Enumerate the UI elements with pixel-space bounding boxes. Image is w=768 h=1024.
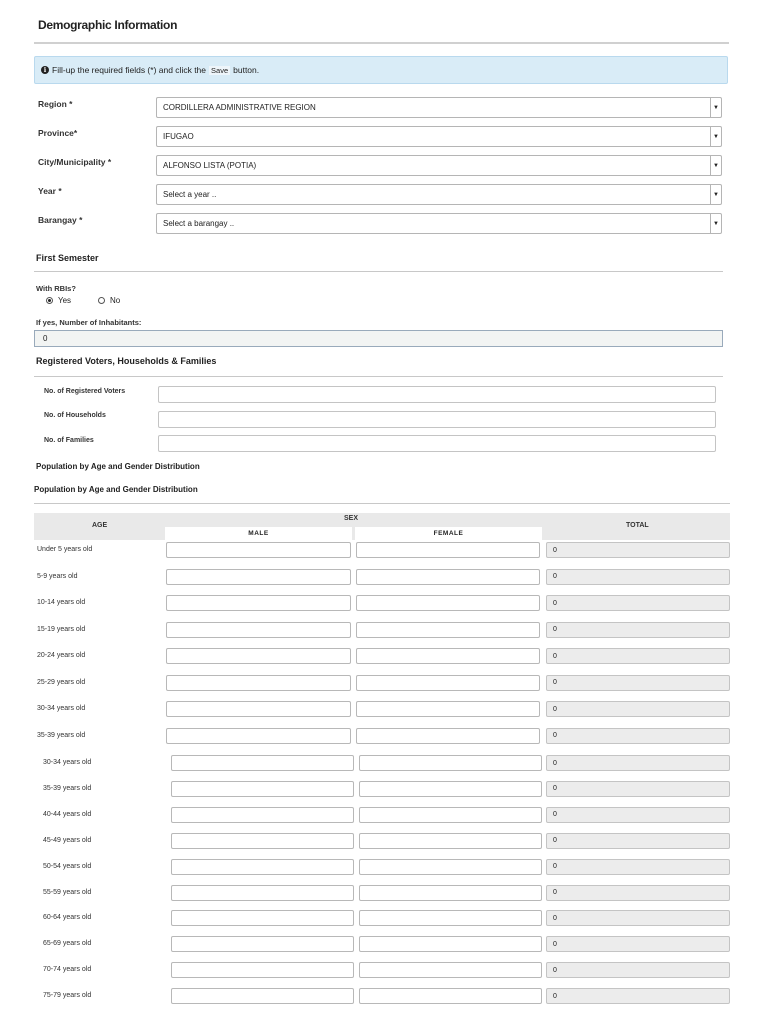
table-row [0,988,768,1004]
total-value: 0 [546,859,730,875]
male-input[interactable] [166,542,351,558]
barangay-select[interactable] [156,213,722,234]
male-input[interactable] [171,988,354,1004]
female-input[interactable] [359,807,542,823]
chevron-down-icon: ▼ [710,185,721,204]
age-label: 5-9 years old [37,572,78,580]
female-input[interactable] [359,936,542,952]
chevron-down-icon: ▼ [710,98,721,117]
male-input[interactable] [171,859,354,875]
age-label: 65-69 years old [43,940,92,948]
age-label: 40-44 years old [43,810,92,818]
city-label: City/Municipality * [38,157,112,167]
female-input[interactable] [356,728,540,744]
households-label: No. of Households [44,412,106,419]
female-input[interactable] [359,962,542,978]
rbis-yes-label: Yes [58,296,72,305]
alert-save-label: Save [211,65,229,75]
age-label: 35-39 years old [43,784,92,792]
year-select[interactable] [156,184,722,205]
rbis-question: With RBIs? [36,284,76,293]
female-input[interactable] [359,910,542,926]
table-row [0,542,768,558]
total-value: 0 [546,648,730,664]
table-row [0,833,768,849]
voters-divider [34,376,723,377]
total-value: 0 [546,936,730,952]
age-label: 30-34 years old [37,705,86,712]
male-input[interactable] [171,962,354,978]
age-label: 20-24 years old [37,652,86,659]
page-title: Demographic Information [38,18,178,32]
table-row [0,675,768,691]
registered-voters-label: No. of Registered Voters [44,388,126,395]
total-value: 0 [546,701,730,717]
female-input[interactable] [359,885,542,901]
table-row [0,910,768,926]
year-label: Year * [38,186,62,196]
families-label: No. of Families [44,437,94,444]
table-row [0,595,768,611]
table-row [0,755,768,771]
age-label: 10-14 years old [37,599,86,606]
col-total: TOTAL [626,522,649,529]
female-input[interactable] [356,569,540,585]
male-input[interactable] [171,781,354,797]
age-label: 55-59 years old [43,888,92,896]
age-label: 60-64 years old [43,914,92,922]
table-row [0,728,768,744]
region-select[interactable] [156,97,722,118]
total-value: 0 [546,755,730,771]
table-row [0,885,768,901]
total-value: 0 [546,595,730,611]
total-value: 0 [546,622,730,638]
city-select[interactable] [156,155,722,176]
table-row [0,648,768,664]
total-value: 0 [546,728,730,744]
female-input[interactable] [359,988,542,1004]
col-age: AGE [92,522,108,529]
rbis-yes-radio[interactable] [46,296,71,305]
city-value: ALFONSO LISTA (POTIA) [163,161,257,170]
female-input[interactable] [356,595,540,611]
male-input[interactable] [171,910,354,926]
title-divider [34,42,729,44]
total-value: 0 [546,833,730,849]
male-input[interactable] [171,936,354,952]
region-value: CORDILLERA ADMINISTRATIVE REGION [163,103,316,112]
female-input[interactable] [359,781,542,797]
chevron-down-icon: ▼ [710,214,721,233]
barangay-value: Select a barangay .. [163,219,235,228]
male-input[interactable] [171,755,354,771]
inhabitants-label: If yes, Number of Inhabitants: [36,318,142,327]
total-value: 0 [546,569,730,585]
female-input[interactable] [356,701,540,717]
male-input[interactable] [166,569,351,585]
age-label: 50-54 years old [43,862,92,870]
male-input[interactable] [166,648,351,664]
total-value: 0 [546,542,730,558]
male-input[interactable] [171,807,354,823]
registered-voters-input[interactable] [158,386,716,403]
semester-divider [34,271,723,272]
male-input[interactable] [171,885,354,901]
age-label: 35-39 years old [37,731,86,739]
table-row [0,807,768,823]
col-male: MALE [165,527,352,540]
male-input[interactable] [166,622,351,638]
total-value: 0 [546,885,730,901]
col-sex: SEX [344,515,359,522]
info-alert [34,56,728,84]
female-input[interactable] [356,542,540,558]
table-row [0,781,768,797]
alert-text-before: Fill-up the required fields (*) and click the [52,65,207,75]
alert-text-after: button. [233,65,260,75]
voters-title: Registered Voters, Households & Families [36,356,217,366]
table-row [0,701,768,717]
inhabitants-value: 0 [43,334,48,343]
age-label: 15-19 years old [37,625,86,633]
table-row [0,936,768,952]
total-value: 0 [546,962,730,978]
total-value: 0 [546,988,730,1004]
age-label: 70-74 years old [43,966,92,974]
total-value: 0 [546,910,730,926]
barangay-label: Barangay * [38,215,83,225]
age-label: Under 5 years old [37,546,93,553]
chevron-down-icon: ▼ [710,127,721,146]
province-value: IFUGAO [163,132,194,141]
male-input[interactable] [166,728,351,744]
age-label: 75-79 years old [43,992,92,1000]
chevron-down-icon: ▼ [710,156,721,175]
info-icon: i [41,66,49,74]
population-divider [34,503,730,504]
table-row [0,569,768,585]
male-input[interactable] [166,595,351,611]
total-value: 0 [546,807,730,823]
col-female: FEMALE [355,527,542,540]
age-label: 30-34 years old [43,759,92,766]
male-input[interactable] [166,701,351,717]
total-value: 0 [546,781,730,797]
population-title-1: Population by Age and Gender Distribution [36,462,200,471]
table-row [0,859,768,875]
table-row [0,622,768,638]
rbis-no-radio[interactable] [98,296,120,305]
age-label: 25-29 years old [37,678,86,686]
semester-title: First Semester [36,253,99,263]
province-select[interactable] [156,126,722,147]
female-input[interactable] [356,675,540,691]
province-label: Province* [38,128,78,138]
region-label: Region * [38,99,73,109]
total-value: 0 [546,675,730,691]
year-value: Select a year .. [163,190,217,199]
female-input[interactable] [356,622,540,638]
inhabitants-input[interactable] [34,330,723,347]
table-row [0,962,768,978]
families-input[interactable] [158,435,716,452]
female-input[interactable] [359,859,542,875]
radio-checked-icon [46,297,53,304]
age-label: 45-49 years old [43,836,92,844]
female-input[interactable] [359,755,542,771]
radio-unchecked-icon [98,297,105,304]
male-input[interactable] [166,675,351,691]
female-input[interactable] [359,833,542,849]
households-input[interactable] [158,411,716,428]
female-input[interactable] [356,648,540,664]
male-input[interactable] [171,833,354,849]
rbis-no-label: No [110,296,121,305]
population-title-2: Population by Age and Gender Distribution [34,485,198,494]
